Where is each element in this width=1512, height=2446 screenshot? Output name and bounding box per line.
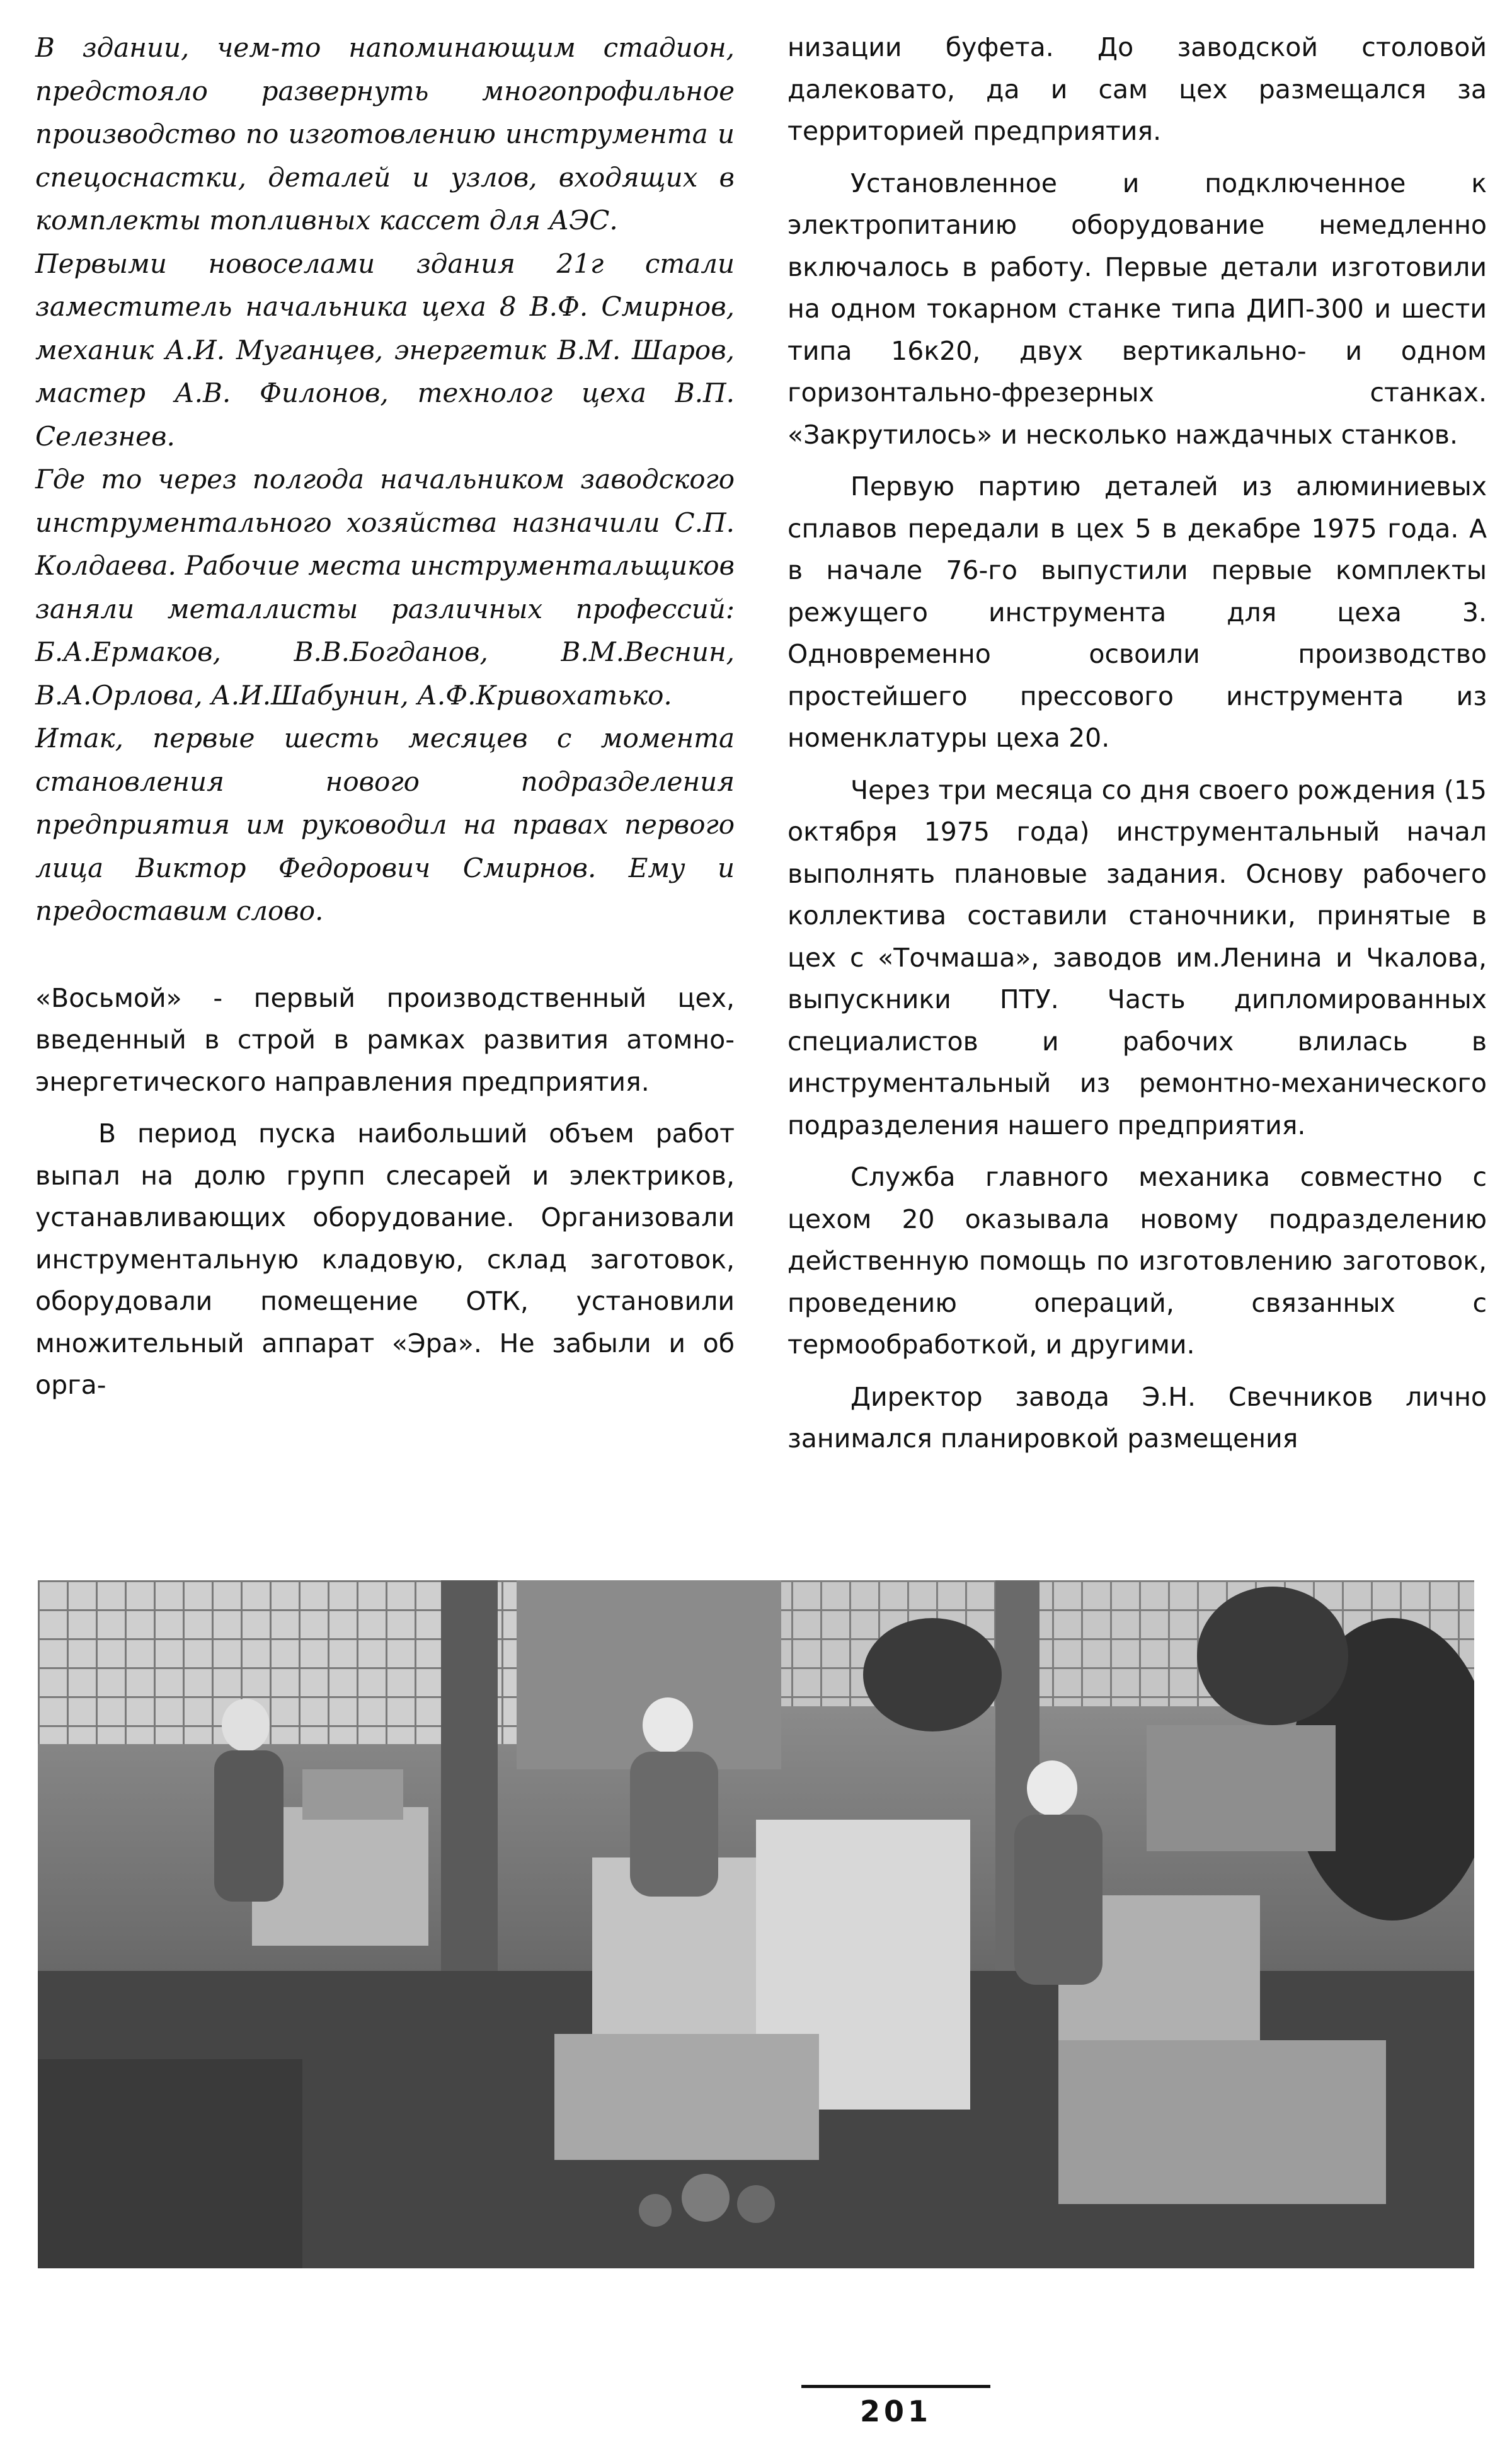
- intro-paragraph: В здании, чем-то напоминающим стадион, предстояло развернуть многопрофильное производство по изготовлению инструмента и спецоснастки, деталей и узлов, входящих в комплекты топливных кассет для АЭС.: [35, 32, 735, 236]
- workshop-photo-illustration: [38, 1580, 1474, 2268]
- right-body-text: [788, 26, 1487, 1460]
- intro-paragraph: Первыми новоселами здания 21г стали заместитель начальника цеха 8 В.Ф. Смирнов, механик А.И. Муганцев, энергетик В.М. Шаров, мастер А.В. Филонов, технолог цеха В.П. Селезнев.: [35, 248, 735, 452]
- body-paragraph: Установленное и подключенное к электропитанию оборудование немедленно включалось в работу. Первые детали изготовили на одном токарном станке типа ДИП-300 и шести типа 16к20, двух вертикально- и одном горизонтально-фрезерных станках. «Закрутилось» и несколько наждачных станков.: [788, 168, 1487, 450]
- intro-italic-block: [35, 26, 735, 933]
- left-column: [35, 26, 735, 1416]
- left-body-text: [35, 977, 735, 1406]
- right-column: [788, 26, 1487, 1470]
- page-number-rule: [801, 2385, 990, 2388]
- page-number: 201: [859, 2394, 932, 2428]
- body-paragraph: Директор завода Э.Н. Свечников лично занимался планировкой размещения: [788, 1381, 1487, 1454]
- body-paragraph: Служба главного механика совместно с цехом 20 оказывала новому подразделению действенную помощь по изготовлению заготовок, проведению операций, связанных с термообработкой, и другими.: [788, 1162, 1487, 1360]
- intro-paragraph: Где то через полгода начальником заводского инструментального хозяйства назначили С.П. Колдаева. Рабочие места инструментальщиков заняли металлисты различных профессий: Б.А.Ермаков, В.В.Богданов, В.М.Веснин, В.А.Орлова, А.И.Шабунин, А.Ф.Кривохатько.: [35, 464, 735, 711]
- intro-paragraph: Итак, первые шесть месяцев с момента становления нового подразделения предприятия им руководил на правах первого лица Виктор Федорович Смирнов. Ему и предоставим слово.: [35, 723, 735, 926]
- workshop-photo: [38, 1580, 1474, 2268]
- body-paragraph: «Восьмой» - первый производственный цех, введенный в строй в рамках развития атомно-энергетического направления предприятия.: [35, 982, 735, 1097]
- body-paragraph: Первую партию деталей из алюминиевых сплавов передали в цех 5 в декабре 1975 года. А в начале 76-го выпустили первые комплекты режущего инструмента для цеха 3. Одновременно освоили производство простейшего прессового инструмента из номенклатуры цеха 20.: [788, 471, 1487, 753]
- body-paragraph: низации буфета. До заводской столовой далековато, да и сам цех размещался за территорией предприятия.: [788, 32, 1487, 146]
- body-paragraph: В период пуска наибольший объем работ выпал на долю групп слесарей и электриков, устанавливающих оборудование. Организовали инструментальную кладовую, склад заготовок, оборудовали помещение ОТК, установили множительный аппарат «Эра». Не забыли и об орга-: [35, 1118, 735, 1400]
- body-paragraph: Через три месяца со дня своего рождения (15 октября 1975 года) инструментальный начал выполнять плановые задания. Основу рабочего коллектива составили станочники, принятые в цех с «Точмаша», заводов им.Ленина и Чкалова, выпускники ПТУ. Часть дипломированных специалистов и рабочих влилась в инструментальный из ремонтно-механического подразделения нашего предприятия.: [788, 774, 1487, 1140]
